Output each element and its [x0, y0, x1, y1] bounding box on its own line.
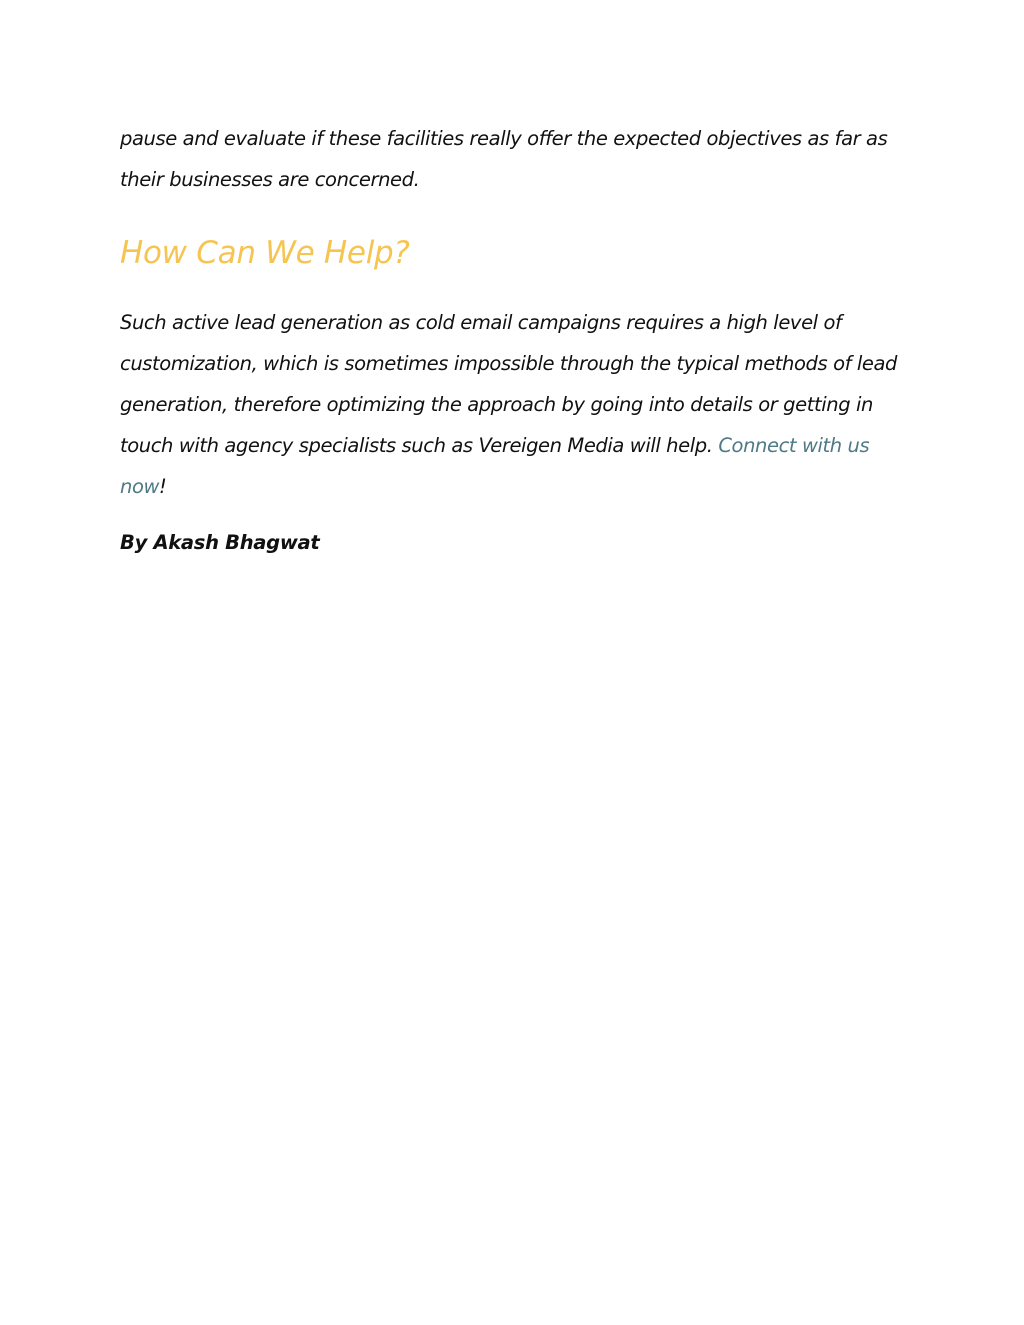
document-content	[120, 118, 910, 557]
intro-paragraph: pause and evaluate if these facilities really offer the expected objectives as far as their businesses are concerned.	[120, 127, 888, 191]
section-paragraph	[120, 302, 910, 507]
link-exclamation: !	[159, 475, 167, 498]
author-byline: By Akash Bhagwat	[120, 531, 320, 554]
connect-link[interactable]: Connect with us now	[120, 434, 870, 498]
section-paragraph-text: Such active lead generation as cold email campaigns requires a high level of customization, which is sometimes impossible through the typical methods of lead generation, therefore optimizing the approach by going into details or getting in touch with agency specialists such as Vereigen Media will help.	[120, 311, 898, 457]
section-heading: How Can We Help?	[120, 235, 410, 271]
